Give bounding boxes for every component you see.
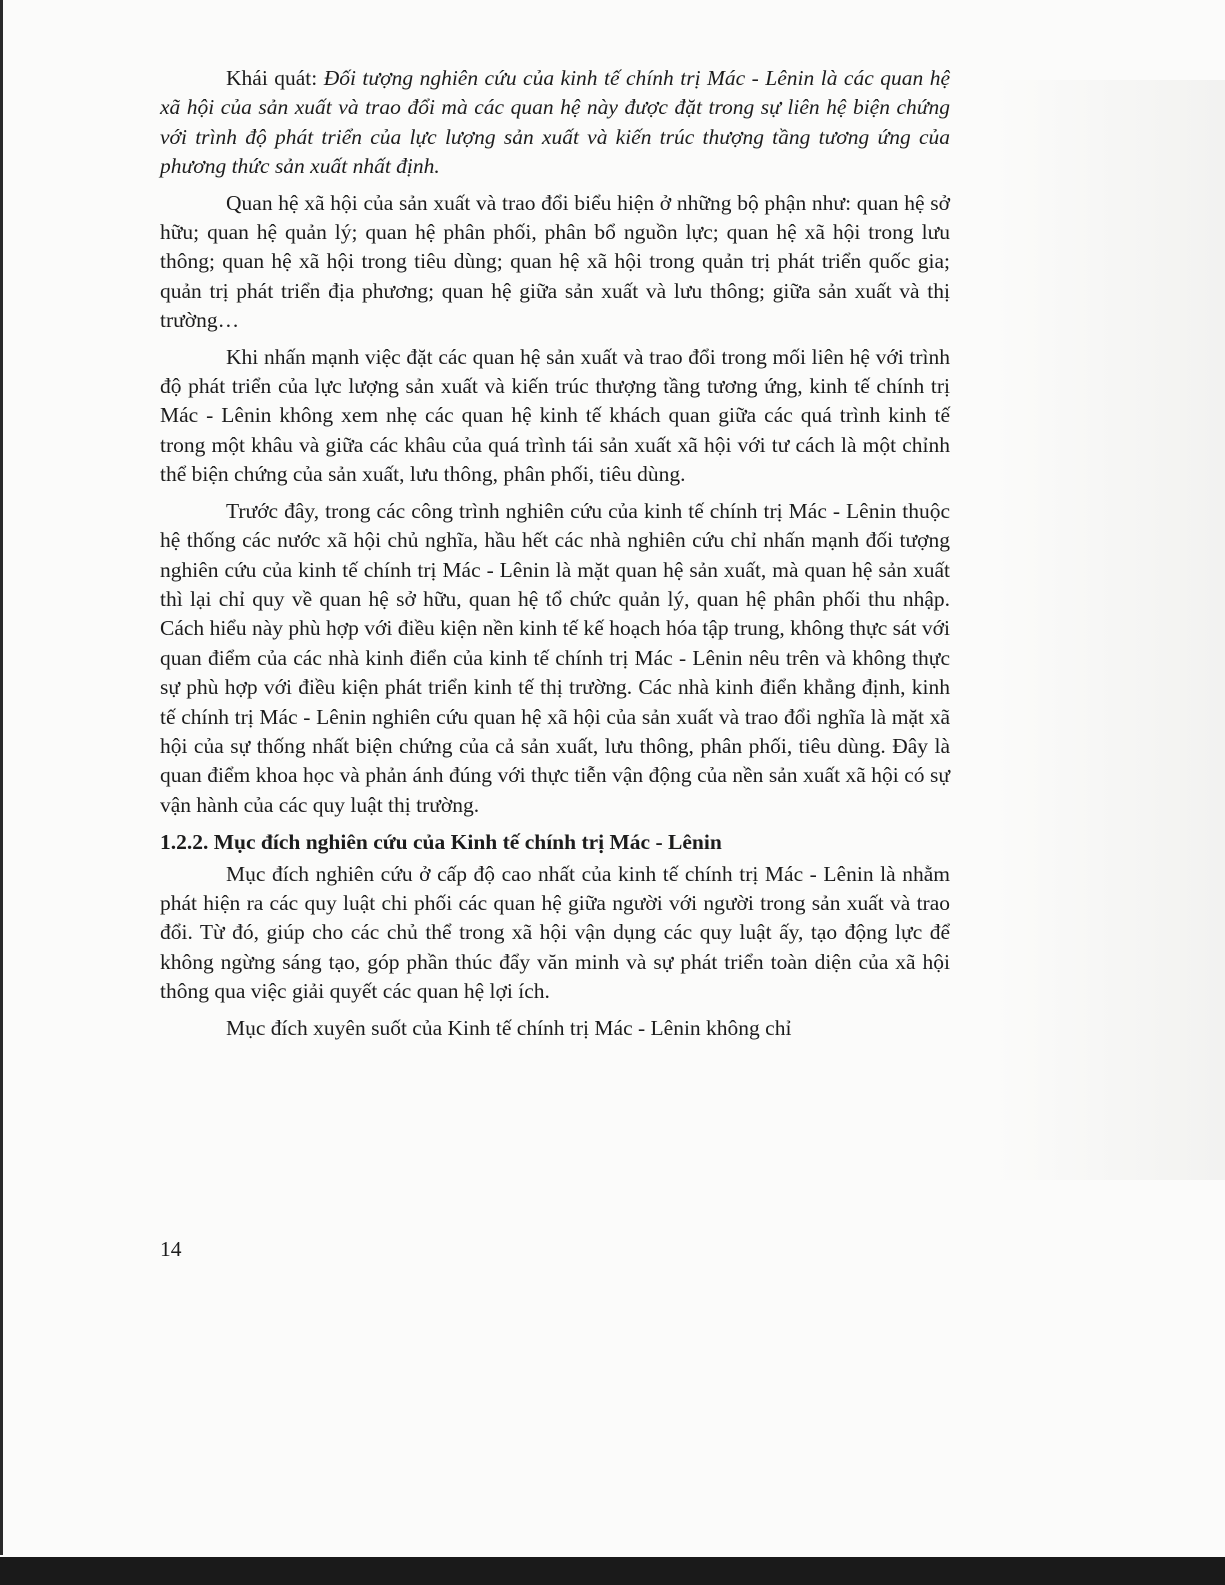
- scan-left-border: [0, 0, 3, 1555]
- facing-page-bleed: [995, 80, 1225, 1180]
- scan-bottom-border: [0, 1557, 1225, 1585]
- paragraph-relations: Quan hệ xã hội của sản xuất và trao đổi biểu hiện ở những bộ phận như: quan hệ sở hữu; quan hệ quản lý; quan hệ phân phối, phân bổ nguồn lực; quan hệ xã hội trong lưu thông; quan hệ xã hội trong tiêu dùng; quan hệ xã hội trong quản trị phát triển quốc gia; quản trị phát triển địa phương; quan hệ giữa sản xuất và lưu thông; giữa sản xuất và thị trường…: [160, 190, 950, 333]
- page-body: [160, 64, 950, 1050]
- paragraph-emphasis: Khi nhấn mạnh việc đặt các quan hệ sản xuất và trao đổi trong mối liên hệ với trình độ phát triển của lực lượng sản xuất và kiến trúc thượng tầng tương ứng, kinh tế chính trị Mác - Lênin không xem nhẹ các quan hệ kinh tế khách quan giữa các quá trình kinh tế trong một khâu và giữa các khâu của quá trình tái sản xuất xã hội với tư cách là một chỉnh thể biện chứng của sản xuất, lưu thông, phân phối, tiêu dùng.: [160, 344, 950, 487]
- paragraph-purpose-throughout: Mục đích xuyên suốt của Kinh tế chính trị Mác - Lênin không chỉ: [226, 1015, 792, 1040]
- paragraph-history: Trước đây, trong các công trình nghiên cứu của kinh tế chính trị Mác - Lênin thuộc hệ thống các nước xã hội chủ nghĩa, hầu hết các nhà nghiên cứu chỉ nhấn mạnh đối tượng nghiên cứu của kinh tế chính trị Mác - Lênin là mặt quan hệ sản xuất, mà quan hệ sản xuất thì lại chỉ quy về quan hệ sở hữu, quan hệ tổ chức quản lý, quan hệ phân phối thu nhập. Cách hiểu này phù hợp với điều kiện nền kinh tế kế hoạch hóa tập trung, không thực sát với quan điểm của các nhà kinh điển của kinh tế chính trị Mác - Lênin nêu trên và không thực sự phù hợp với điều kiện phát triển kinh tế thị trường. Các nhà kinh điển khẳng định, kinh tế chính trị Mác - Lênin nghiên cứu quan hệ xã hội của sản xuất và trao đổi nghĩa là mặt xã hội của sự thống nhất biện chứng của cả sản xuất, lưu thông, phân phối, tiêu dùng. Đây là quan điểm khoa học và phản ánh đúng với thực tiễn vận động của nền sản xuất xã hội có sự vận hành của các quy luật thị trường.: [160, 498, 950, 817]
- summary-italic-text: Đối tượng nghiên cứu của kinh tế chính trị Mác - Lênin là các quan hệ xã hội của sản xuất và trao đổi mà các quan hệ này được đặt trong sự liên hệ biện chứng với trình độ phát triển của lực lượng sản xuất và kiến trúc thượng tầng tương ứng của phương thức sản xuất nhất định.: [160, 66, 950, 179]
- section-heading: 1.2.2. Mục đích nghiên cứu của Kinh tế chính trị Mác - Lênin: [160, 830, 722, 855]
- summary-label: Khái quát:: [226, 66, 318, 90]
- paragraph-purpose-highest: Mục đích nghiên cứu ở cấp độ cao nhất của kinh tế chính trị Mác - Lênin là nhằm phát hiện ra các quy luật chi phối các quan hệ giữa người với người trong sản xuất và trao đổi. Từ đó, giúp cho các chủ thể trong xã hội vận dụng các quy luật ấy, tạo động lực để không ngừng sáng tạo, góp phần thúc đẩy văn minh và sự phát triển toàn diện của xã hội thông qua việc giải quyết các quan hệ lợi ích.: [160, 861, 950, 1004]
- summary-paragraph: [160, 64, 950, 182]
- page-number: 14: [160, 1237, 182, 1261]
